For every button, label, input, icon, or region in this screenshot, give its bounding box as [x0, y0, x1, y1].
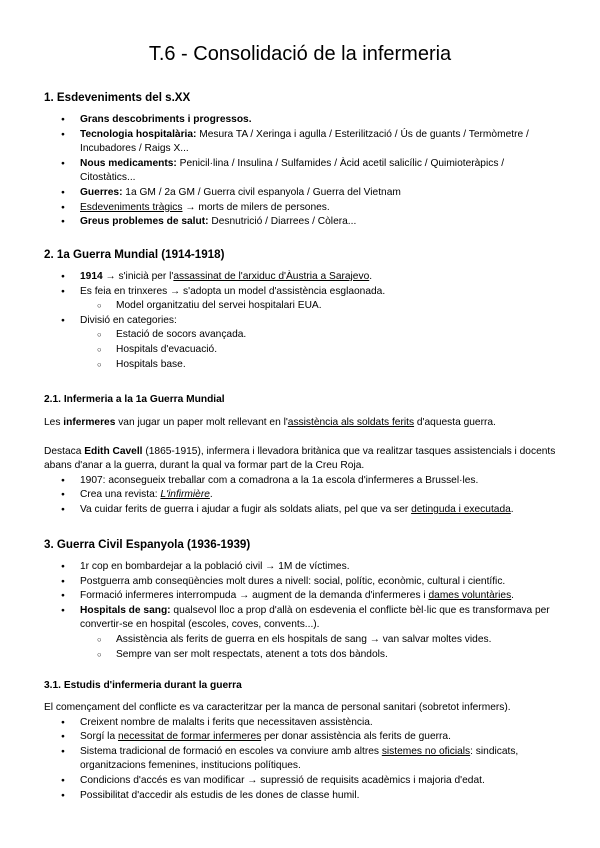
section-2-1-heading: 2.1. Infermeria a la 1a Guerra Mundial: [44, 394, 225, 405]
item-text: → s'inicià per l': [102, 271, 174, 282]
section-1-list: [44, 113, 560, 230]
paragraph: El començament del conflicte es va caracteritzar per la manca de personal sanitari (sobretot infermers).: [44, 702, 511, 713]
paragraph: [44, 445, 560, 474]
list-item: [44, 157, 560, 186]
item-text: .: [209, 489, 213, 501]
item-text: per donar assistència als ferits de guerra.: [261, 731, 451, 743]
text-bold: Edith Cavell: [84, 445, 143, 457]
item-text: → morts de milers de persones.: [182, 201, 330, 213]
item-text: Crea una revista:: [80, 489, 161, 501]
sub-list-item: ○ Hospitals d'evacuació.: [44, 343, 560, 358]
item-underlined: L'infirmière: [160, 489, 210, 501]
section-2-list: [44, 270, 560, 372]
item-text: Penicil·lina / Insulina / Sulfamides / Àcid acetil salicílic / Quimioteràpics / Citostàtics...: [80, 157, 505, 184]
list-item: ● 1907: aconsegueix treballar com a comadrona a la 1a escola d'infermeres a Brussel·les.: [44, 474, 560, 489]
item-text: qualsevol lloc a prop d'allà on esdevenia el conflicte bèl·lic que es transformava per convertir-se en hospital (escoles, coves, convents...).: [80, 604, 550, 631]
sub-list: [44, 633, 560, 662]
text-bold: infermeres: [63, 417, 116, 428]
item-text: : sindicats, organitzacions femenines, institucions polítiques.: [80, 745, 519, 772]
item-underlined: assassinat de l'arxiduc d'Àustria a Sarajevo: [173, 271, 370, 282]
sub-list-item: ○ Assistència als ferits de guerra en els hospitals de sang → van salvar moltes vides.: [44, 633, 560, 648]
text: Les: [44, 417, 64, 428]
paragraph: [44, 416, 560, 431]
item-bold: 1914: [80, 271, 103, 282]
list-item: [44, 128, 560, 157]
list-item: [44, 113, 560, 128]
item-underlined: sistemes no oficials: [381, 745, 471, 757]
text: d'aquesta guerra.: [414, 417, 496, 428]
list-item: [44, 201, 560, 216]
item-text: Sorgí la: [80, 731, 118, 743]
sub-list-item: ○ Hospitals base.: [44, 358, 560, 373]
text: van jugar un paper molt rellevant en l': [115, 417, 288, 428]
sub-list-item: ○ Sempre van ser molt respectats, atenent a tots dos bàndols.: [44, 648, 560, 663]
section-3-1: [44, 679, 560, 803]
section-3-list: [44, 560, 560, 662]
section-2-heading: 2. 1a Guerra Mundial (1914-1918): [44, 248, 225, 261]
item-underlined: necessitat de formar infermeres: [117, 731, 262, 743]
section-1-heading: 1. Esdeveniments del s.XX: [44, 91, 191, 104]
sub-list: [44, 328, 560, 372]
section-3-1-list: [44, 716, 560, 804]
item-bold: Hospitals de sang:: [80, 604, 171, 616]
item-text: .: [369, 271, 373, 282]
list-item: [44, 314, 560, 372]
list-item: ● Condicions d'accés es van modificar → supressió de requisits acadèmics i majoria d'edat.: [44, 774, 560, 789]
list-item: [44, 488, 560, 503]
list-item: ● Creixent nombre de malalts i ferits que necessitaven assistència.: [44, 716, 560, 731]
sub-list: [44, 299, 560, 314]
section-1: [44, 90, 560, 230]
text-underlined: assistència als soldats ferits: [287, 417, 415, 428]
item-text: Sistema tradicional de formació en escoles va conviure amb altres: [80, 745, 382, 757]
list-item: [44, 589, 560, 604]
item-text: .: [511, 590, 515, 602]
list-item: [44, 270, 560, 285]
list-item: [44, 186, 560, 201]
item-text: Mesura TA / Xeringa i agulla / Esterilització / Ús de guants / Termòmetre / Incubadores / Raigs X...: [80, 128, 529, 155]
list-item: [44, 503, 560, 518]
sub-list-item: ○ Estació de socors avançada.: [44, 328, 560, 343]
item-underlined: dames voluntàries: [428, 590, 512, 602]
text: (1865-1915), infermera i llevadora britànica que va realitzar tasques assistencials i docents abans d'anar a la guerra, durant la qual va formar part de la Creu Roja.: [44, 445, 556, 472]
section-2-1: [44, 393, 560, 518]
list-item: ● Possibilitat d'accedir als estudis de les dones de classe humil.: [44, 789, 560, 804]
text: Destaca: [44, 445, 85, 457]
list-item: ● 1r cop en bombardejar a la població civil → 1M de víctimes.: [44, 560, 560, 575]
list-item: [44, 745, 560, 774]
item-text: Es feia en trinxeres → s'adopta un model d'assistència esglaonada.: [80, 285, 386, 297]
item-text: Formació infermeres interrompuda → augment de la demanda d'infermeres i: [80, 590, 429, 602]
item-bold: Nous medicaments:: [80, 157, 177, 169]
list-item: [44, 730, 560, 745]
section-3: [44, 537, 560, 662]
list-item: [44, 604, 560, 662]
page-title: T.6 - Consolidació de la infermeria: [148, 43, 452, 65]
item-bold: Grans descobriments i progressos.: [80, 114, 252, 125]
item-text: Divisió en categories:: [80, 314, 177, 326]
list-item: [44, 285, 560, 314]
section-3-1-heading: 3.1. Estudis d'infermeria durant la guerra: [44, 680, 242, 691]
item-text: 1a GM / 2a GM / Guerra civil espanyola / Guerra del Vietnam: [122, 186, 401, 198]
item-text: .: [510, 503, 514, 515]
item-bold: Greus problemes de salut:: [80, 216, 209, 228]
item-bold: Tecnologia hospitalària:: [80, 128, 197, 140]
section-2-1-list: [44, 474, 560, 518]
section-3-heading: 3. Guerra Civil Espanyola (1936-1939): [44, 538, 251, 551]
item-text: Va cuidar ferits de guerra i ajudar a fugir als soldats aliats, pel que va ser: [80, 503, 412, 515]
section-2: [44, 247, 560, 372]
item-text: Desnutrició / Diarrees / Còlera...: [208, 216, 357, 228]
item-bold: Guerres:: [80, 186, 123, 198]
item-underlined: detinguda i executada: [411, 503, 511, 515]
list-item: [44, 215, 560, 230]
item-underlined: Esdeveniments tràgics: [80, 201, 183, 213]
list-item: ● Postguerra amb conseqüències molt dures a nivell: social, polític, econòmic, cultural i científic.: [44, 575, 560, 590]
sub-list-item: ○ Model organitzatiu del servei hospitalari EUA.: [44, 299, 560, 314]
